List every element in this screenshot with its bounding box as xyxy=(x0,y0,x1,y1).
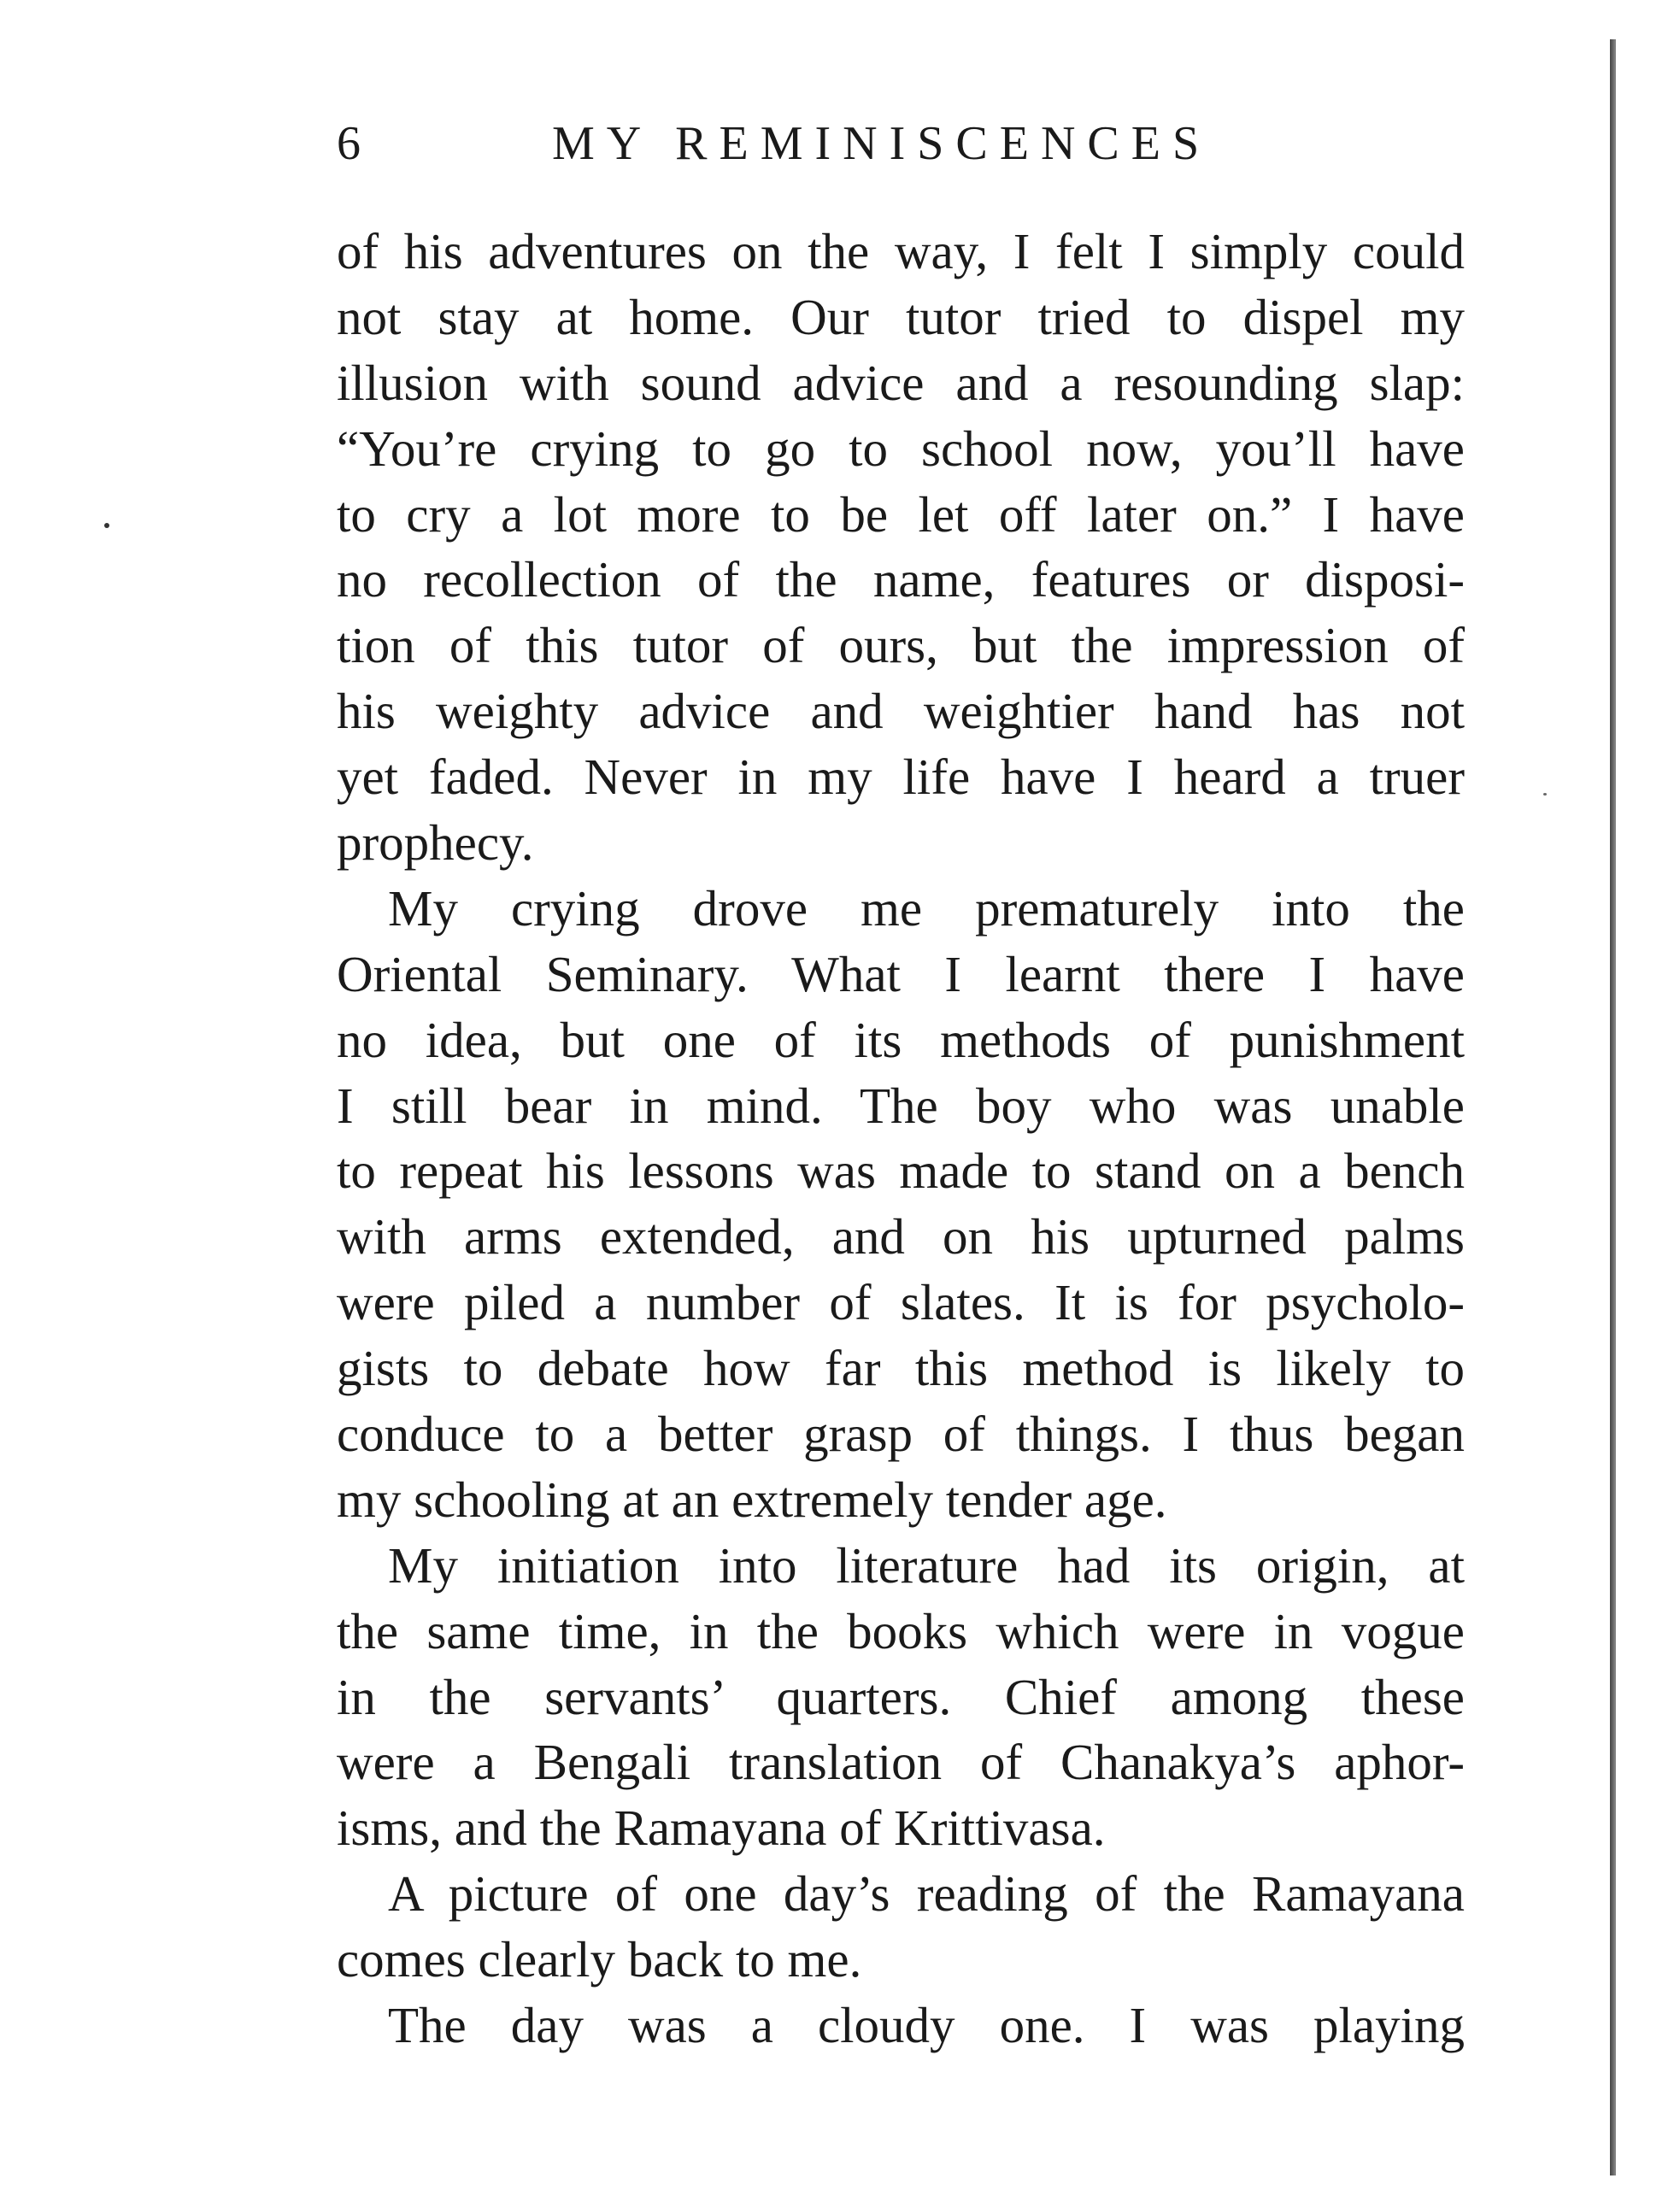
text-line: to repeat his lessons was made to stand on a bench xyxy=(337,1142,1465,1200)
text-line: A picture of one day’s reading of the Ramayana xyxy=(388,1865,1465,1923)
text-line: tion of this tutor of ours, but the impression of xyxy=(337,617,1465,674)
text-line: gists to debate how far this method is likely to xyxy=(337,1340,1465,1397)
text-line: the same time, in the books which were in vogue xyxy=(337,1602,1465,1659)
text-line: were a Bengali translation of Chanakya’s aphor- xyxy=(337,1734,1465,1791)
text-line: prophecy. xyxy=(337,814,534,872)
text-line: no recollection of the name, features or disposi- xyxy=(337,551,1465,608)
text-line: not stay at home. Our tutor tried to dispel my xyxy=(337,288,1465,345)
text-line: his weighty advice and weightier hand has not xyxy=(337,683,1465,740)
text-line: in the servants’ quarters. Chief among these xyxy=(337,1668,1465,1725)
ink-speck xyxy=(1543,793,1547,796)
text-line: my schooling at an extremely tender age. xyxy=(337,1471,1167,1528)
text-line: yet faded. Never in my life have I heard a truer xyxy=(337,749,1465,806)
text-line: “You’re crying to go to school now, you’ll have xyxy=(337,420,1465,477)
text-line: comes clearly back to me. xyxy=(337,1931,862,1988)
text-line: to cry a lot more to be let off later on.” I have xyxy=(337,485,1465,543)
text-line: isms, and the Ramayana of Krittivasa. xyxy=(337,1800,1106,1857)
ink-speck xyxy=(104,523,109,528)
page-number: 6 xyxy=(337,117,361,170)
running-title: MY REMINISCENCES xyxy=(552,117,1212,170)
text-line: Oriental Seminary. What I learnt there I have xyxy=(337,945,1465,1002)
body-text xyxy=(337,219,1465,2058)
text-line: My crying drove me prematurely into the xyxy=(388,879,1465,937)
text-line: I still bear in mind. The boy who was unable xyxy=(337,1077,1465,1134)
page-header xyxy=(337,109,1473,178)
text-line: with arms extended, and on his upturned palms xyxy=(337,1208,1465,1265)
text-line: My initiation into literature had its origin, at xyxy=(388,1536,1465,1594)
text-line: The day was a cloudy one. I was playing xyxy=(388,1997,1465,2054)
text-line: conduce to a better grasp of things. I thus began xyxy=(337,1406,1465,1463)
page-edge-shadow xyxy=(1610,39,1616,2175)
text-line: of his adventures on the way, I felt I simply could xyxy=(337,223,1465,279)
text-line: were piled a number of slates. It is for psycholo- xyxy=(337,1274,1465,1331)
text-line: illusion with sound advice and a resounding slap: xyxy=(337,354,1465,411)
text-line: no idea, but one of its methods of punishment xyxy=(337,1011,1465,1068)
